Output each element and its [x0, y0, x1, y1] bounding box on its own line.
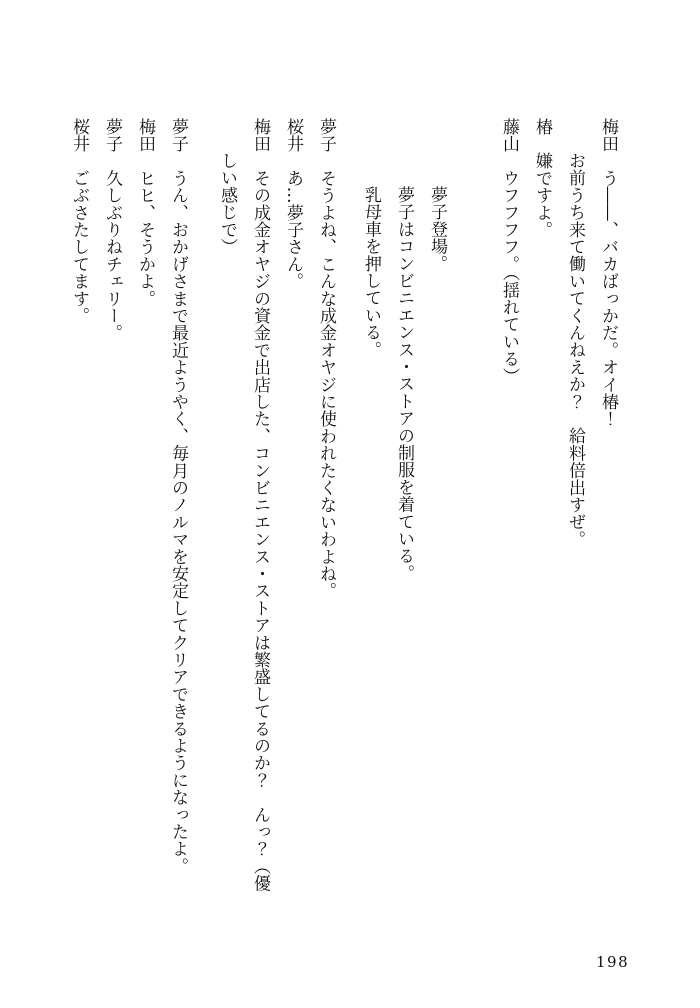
dialogue-text: 久しぶりねチェリー。	[102, 169, 122, 342]
stage-direction-text: 夢子はコンビニエンス・ストアの制服を着ている。	[394, 186, 414, 582]
speaker-name: 梅田	[135, 118, 155, 153]
speaker-name: 藤山	[499, 118, 519, 153]
script-line	[62, 118, 95, 916]
script-line-continuation	[558, 118, 591, 916]
dialogue-text: ごぶさたしてます。	[69, 169, 89, 325]
speaker-name: 夢子	[316, 118, 336, 153]
stage-direction	[387, 118, 420, 916]
stage-direction	[354, 118, 387, 916]
script-line	[591, 118, 624, 916]
dialogue-text: お前うち来て働いてくんねえか？ 給料倍出すぜ。	[565, 152, 585, 548]
stage-direction-text: 乳母車を押している。	[361, 186, 381, 358]
dialogue-text: ヒヒ、そうかよ。	[135, 169, 155, 308]
script-line	[309, 118, 342, 916]
speaker-name: 夢子	[102, 118, 122, 153]
speaker-name: 夢子	[168, 118, 188, 153]
dialogue-text: あ…夢子さん。	[283, 169, 303, 290]
script-line	[161, 118, 194, 916]
page-number: 198	[596, 953, 630, 971]
dialogue-text: しい感じで）	[217, 152, 237, 256]
script-line-continuation	[210, 118, 243, 916]
stage-direction-text: 夢子登場。	[427, 186, 447, 272]
speaker-name: 桜井	[69, 118, 89, 153]
script-text-block	[62, 118, 624, 916]
speaker-name: 梅田	[250, 118, 270, 153]
dialogue-text: ウフフフフ。（揺れている）	[499, 169, 519, 385]
script-line	[128, 118, 161, 916]
script-line	[95, 118, 128, 916]
script-line	[243, 118, 276, 916]
script-line	[492, 118, 525, 916]
dialogue-text: う――、バカばっかだ。オイ椿！	[598, 169, 618, 428]
dialogue-text: そうよね、こんな成金オヤジに使われたくないわよね。	[316, 169, 336, 600]
dialogue-text: 嫌ですよ。	[532, 152, 552, 239]
stage-direction	[420, 118, 453, 916]
dialogue-text: うん、おかげさまで最近ようやく、毎月のノルマを安定してクリアできるようになったよ。	[168, 169, 188, 875]
dialogue-text: その成金オヤジの資金で出店した、コンビニエンス・ストアは繁盛してるのか？ んっ？（優	[250, 169, 270, 892]
script-line	[525, 118, 558, 916]
script-line	[276, 118, 309, 916]
speaker-name: 椿	[532, 118, 552, 136]
speaker-name: 梅田	[598, 118, 618, 153]
speaker-name: 桜井	[283, 118, 303, 153]
